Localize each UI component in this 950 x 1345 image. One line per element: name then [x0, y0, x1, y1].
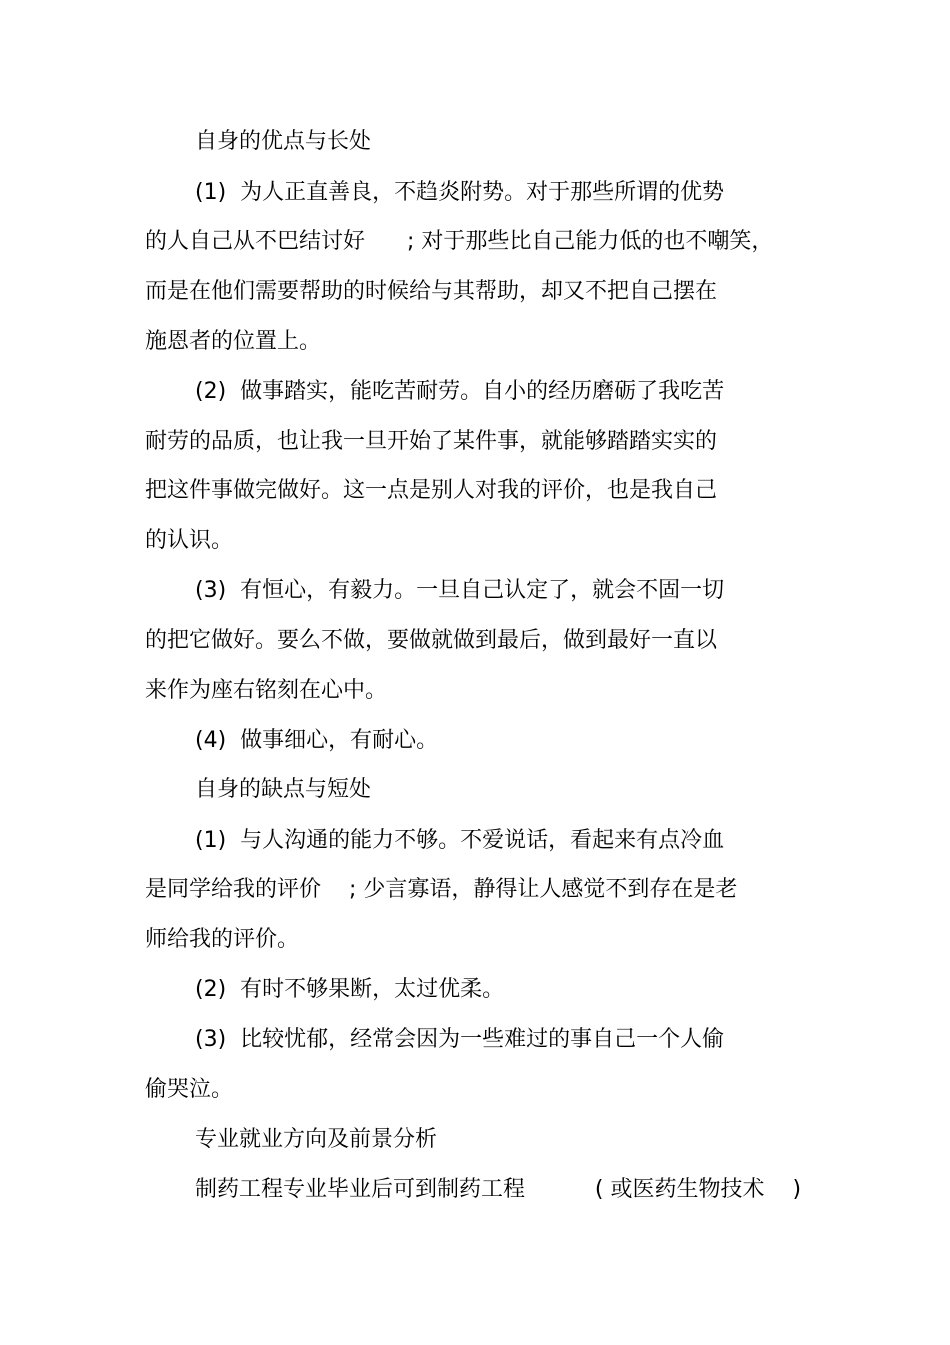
paragraph-line: 偷哭泣。	[145, 1077, 234, 1102]
section-heading-strengths: 自身的优点与长处	[195, 129, 372, 154]
paragraph-line: (2) 做事踏实，能吃苦耐劳。自小的经历磨砺了我吃苦	[195, 379, 725, 404]
paragraph-line: (2) 有时不够果断，太过优柔。	[195, 977, 505, 1002]
paragraph-line: 而是在他们需要帮助的时候给与其帮助，却又不把自己摆在	[145, 279, 718, 304]
paragraph-line: 把这件事做完做好。这一点是别人对我的评价，也是我自己	[145, 478, 718, 503]
paragraph-line: 的认识。	[145, 528, 234, 553]
paragraph-line: 施恩者的位置上。	[145, 329, 322, 354]
paragraph-line: 制药工程专业毕业后可到制药工程 ( 或医药生物技术 )	[195, 1177, 802, 1202]
section-heading-weaknesses: 自身的缺点与短处	[195, 777, 372, 802]
paragraph-line: (4) 做事细心，有耐心。	[195, 728, 439, 753]
paragraph-line: 耐劳的品质，也让我一旦开始了某件事，就能够踏踏实实的	[145, 429, 718, 454]
paragraph-line: 的人自己从不巴结讨好 ; 对于那些比自己能力低的也不嘲笑，	[145, 229, 774, 254]
paragraph-line: (3) 比较忧郁，经常会因为一些难过的事自己一个人偷	[195, 1027, 725, 1052]
paragraph-line: (1) 与人沟通的能力不够。不爱说话，看起来有点冷血	[195, 828, 725, 853]
paragraph-line: 来作为座右铭刻在心中。	[145, 678, 388, 703]
paragraph-line: 是同学给我的评价 ; 少言寡语，静得让人感觉不到存在是老	[145, 877, 738, 902]
section-heading-career: 专业就业方向及前景分析	[195, 1127, 438, 1152]
paragraph-line: 师给我的评价。	[145, 927, 300, 952]
paragraph-line: 的把它做好。要么不做，要做就做到最后，做到最好一直以	[145, 628, 718, 653]
paragraph-line: (3) 有恒心，有毅力。一旦自己认定了，就会不固一切	[195, 578, 725, 603]
paragraph-line: (1) 为人正直善良，不趋炎附势。对于那些所谓的优势	[195, 180, 725, 205]
